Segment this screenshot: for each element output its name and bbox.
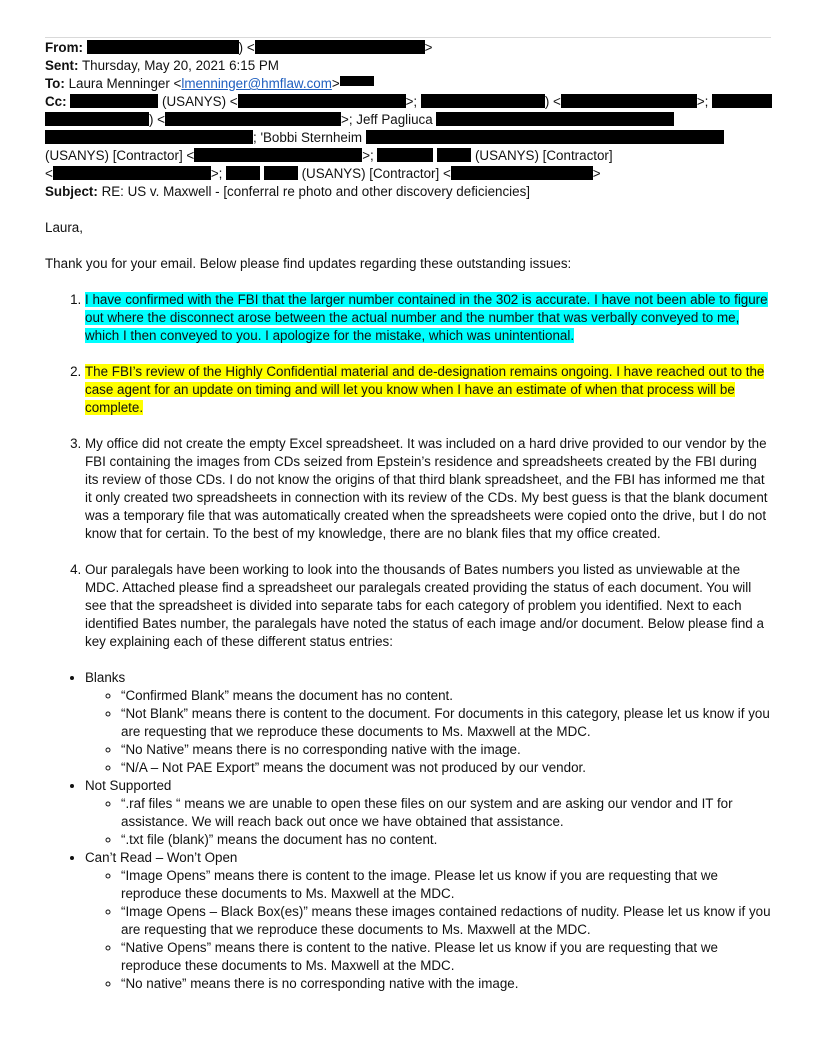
to-end: > bbox=[331, 76, 340, 91]
from-label: From: bbox=[45, 40, 83, 55]
greeting: Laura, bbox=[45, 220, 83, 235]
key-entry: ◦ “Confirmed Blank” means the document has no content. bbox=[121, 687, 771, 705]
cc-text: < bbox=[45, 166, 53, 181]
redaction-block bbox=[45, 130, 253, 144]
cc-text: > bbox=[592, 166, 601, 181]
header-divider bbox=[45, 37, 771, 38]
redaction-block bbox=[165, 112, 341, 126]
redaction-block bbox=[194, 148, 362, 162]
redaction-block bbox=[45, 112, 149, 126]
redaction-block bbox=[226, 166, 260, 180]
redaction-block bbox=[53, 166, 211, 180]
cc-text: (USANYS) [Contractor] bbox=[474, 148, 613, 163]
status-key-list bbox=[45, 669, 771, 993]
list-item bbox=[85, 363, 771, 417]
from-separator: ) < bbox=[238, 40, 255, 55]
key-entry: ◦ “.raf files “ means we are unable to open these files on our system and are asking our vendor and IT for assistance. We will reach back out once we have obtained that assistance. bbox=[121, 795, 771, 831]
cc-block bbox=[45, 93, 771, 183]
to-value: Laura Menninger < bbox=[68, 76, 182, 91]
to-email-link[interactable]: lmenninger@hmflaw.com bbox=[181, 76, 332, 91]
redaction-block bbox=[712, 94, 772, 108]
redaction-block bbox=[238, 94, 406, 108]
redaction-block bbox=[451, 166, 593, 180]
key-category bbox=[85, 777, 771, 849]
list-item: 4. Our paralegals have been working to look into the thousands of Bates numbers you listed as unviewable at the MDC. Attached please find a spreadsheet our paralegals created providing the status of each document. You will see that the spreadsheet is divided into separate tabs for each category of problem you identified. Next to each identified Bates number, the paralegals have noted the status of each image and/or document. Below please find a key explaining each of these different status entries: bbox=[85, 561, 771, 651]
from-line bbox=[45, 39, 771, 57]
highlighted-text: The FBI’s review of the Highly Confidential material and de-designation remains ongoing. I have reached out to the case agent for an update on timing and will let you know when I have an estimate of when that process will be complete. bbox=[85, 364, 765, 415]
subject-label: Subject: bbox=[45, 184, 98, 199]
redaction-block bbox=[437, 148, 471, 162]
cc-text: ) < bbox=[544, 94, 561, 109]
cc-text: (USANYS) [Contractor] < bbox=[45, 148, 195, 163]
key-entry: ◦ “N/A – Not PAE Export” means the document was not produced by our vendor. bbox=[121, 759, 771, 777]
redaction-block bbox=[340, 76, 374, 86]
key-category-label: Not Supported bbox=[85, 778, 172, 793]
subject-value: RE: US v. Maxwell - [conferral re photo and other discovery deficiencies] bbox=[101, 184, 530, 199]
to-label: To: bbox=[45, 76, 65, 91]
key-entry: ◦ “Image Opens” means there is content to the image. Please let us know if you are requesting that we reproduce these documents to Ms. Maxwell at the MDC. bbox=[121, 867, 771, 903]
redaction-block bbox=[255, 40, 425, 54]
cc-text: ) < bbox=[149, 112, 165, 127]
cc-text: ; 'Bobbi Sternheim bbox=[253, 130, 362, 145]
cc-label: Cc: bbox=[45, 94, 67, 109]
intro-paragraph: Thank you for your email. Below please find updates regarding these outstanding issues: bbox=[45, 256, 572, 271]
key-entry: ◦ “Image Opens – Black Box(es)” means these images contained redactions of nudity. Please let us know if you are requesting that we reproduce these documents to Ms. Maxwell at the MDC. bbox=[121, 903, 771, 939]
highlighted-text: I have confirmed with the FBI that the larger number contained in the 302 is accurate. I have not been able to figure out where the disconnect arose between the actual number and the number that was verbally conveyed to me, which I then conveyed to you. I apologize for the mistake, which was unintentional. bbox=[85, 292, 768, 343]
cc-text: >; bbox=[362, 148, 374, 163]
cc-text: >; bbox=[405, 94, 418, 109]
redaction-block bbox=[421, 94, 545, 108]
key-category bbox=[85, 669, 771, 777]
redaction-block bbox=[436, 112, 674, 126]
list-item bbox=[85, 291, 771, 345]
key-entry: ◦ “No Native” means there is no corresponding native with the image. bbox=[121, 741, 771, 759]
email-document bbox=[45, 39, 771, 993]
key-category bbox=[85, 849, 771, 993]
sent-line bbox=[45, 57, 771, 75]
subject-line bbox=[45, 183, 771, 201]
redaction-block bbox=[264, 166, 298, 180]
redaction-block bbox=[561, 94, 697, 108]
key-entry: ◦ “Not Blank” means there is content to the document. For documents in this category, please let us know if you are requesting that we reproduce these documents to Ms. Maxwell at the MDC. bbox=[121, 705, 771, 741]
key-category-label: Can’t Read – Won’t Open bbox=[85, 850, 238, 865]
numbered-update-list bbox=[45, 291, 771, 651]
key-category-label: Blanks bbox=[85, 670, 126, 685]
cc-text: >; bbox=[696, 94, 709, 109]
key-entry: ◦ “Native Opens” means there is content to the native. Please let us know if you are requesting that we reproduce these documents to Ms. Maxwell at the MDC. bbox=[121, 939, 771, 975]
redaction-block bbox=[70, 94, 158, 108]
sent-label: Sent: bbox=[45, 58, 79, 73]
sent-value: Thursday, May 20, 2021 6:15 PM bbox=[81, 58, 279, 73]
redaction-block bbox=[87, 40, 239, 54]
redaction-block bbox=[377, 148, 433, 162]
cc-text: >; Jeff Pagliuca bbox=[341, 112, 433, 127]
from-end: > bbox=[424, 40, 433, 55]
cc-text: >; bbox=[210, 166, 223, 181]
to-line bbox=[45, 75, 771, 93]
cc-text: (USANYS) < bbox=[162, 94, 238, 109]
list-item: 3. My office did not create the empty Excel spreadsheet. It was included on a hard drive provided to our vendor by the FBI containing the images from CDs seized from Epstein’s residence and spreadsheets created by the FBI during its review of those CDs. I do not know the origins of that third blank spreadsheet, and the FBI has informed me that it only created two spreadsheets in connection with its review of the CDs. My best guess is that the blank document was a temporary file that was automatically created when the spreadsheets were copied onto the drive, but I do not know that for certain. To the best of my knowledge, there are no blank files that my office created. bbox=[85, 435, 771, 543]
key-entry: ◦ “No native” means there is no corresponding native with the image. bbox=[121, 975, 771, 993]
redaction-block bbox=[366, 130, 724, 144]
cc-text: (USANYS) [Contractor] < bbox=[301, 166, 451, 181]
key-entry: ◦ “.txt file (blank)” means the document has no content. bbox=[121, 831, 771, 849]
